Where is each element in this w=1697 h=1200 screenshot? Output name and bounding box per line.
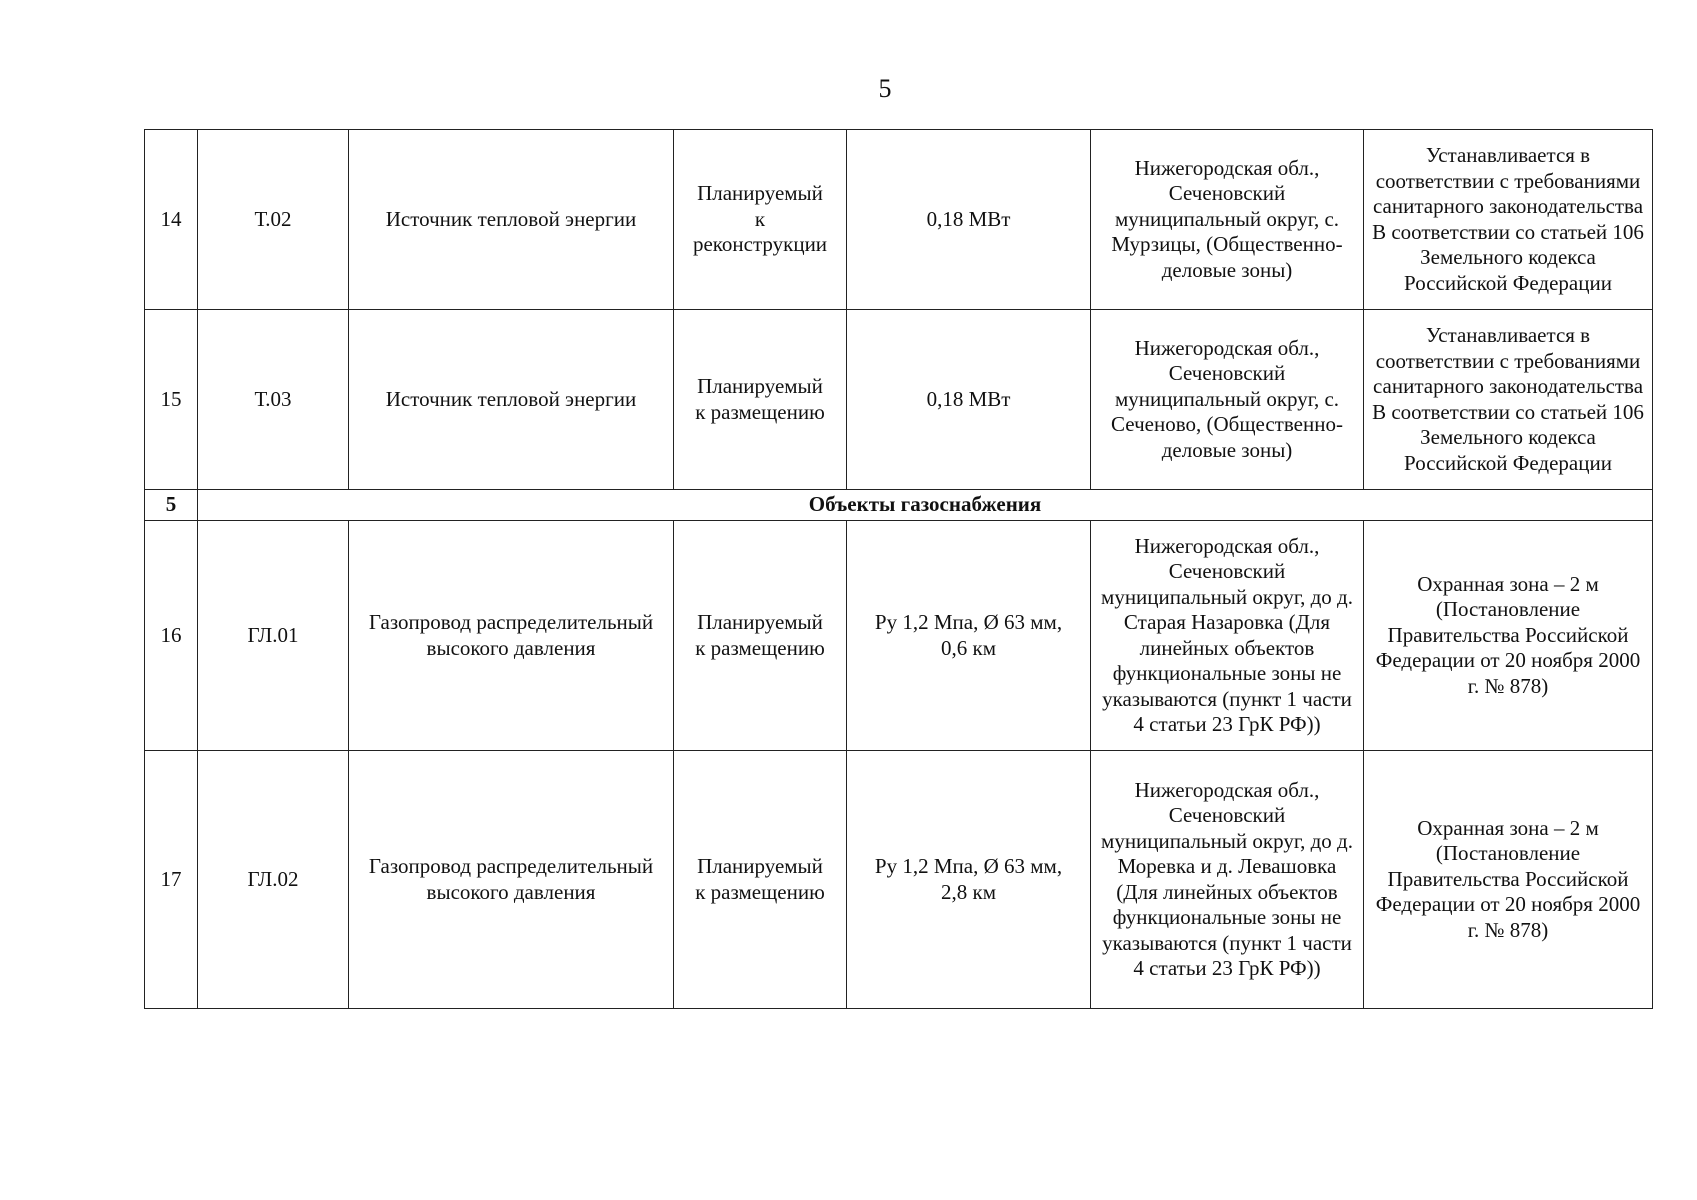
- object-status: Планируемый к размещению: [674, 310, 847, 490]
- section-title: Объекты газоснабжения: [198, 490, 1653, 521]
- table-row: [145, 521, 1653, 751]
- object-location: Нижегородская обл., Сеченовский муниципальный округ, с. Мурзицы, (Общественно-деловые зоны): [1091, 130, 1364, 310]
- table-row: [145, 130, 1653, 310]
- object-zone: Охранная зона – 2 м (Постановление Правительства Российской Федерации от 20 ноября 2000 г. № 878): [1364, 751, 1653, 1009]
- object-zone: Устанавливается в соответствии с требованиями санитарного законодательства В соответствии со статьей 106 Земельного кодекса Российской Федерации: [1364, 310, 1653, 490]
- object-zone: Охранная зона – 2 м (Постановление Правительства Российской Федерации от 20 ноября 2000 г. № 878): [1364, 521, 1653, 751]
- object-location: Нижегородская обл., Сеченовский муниципальный округ, до д. Старая Назаровка (Для линейных объектов функциональные зоны не указываются (пункт 1 части 4 статьи 23 ГрК РФ)): [1091, 521, 1364, 751]
- section-number: 5: [145, 490, 198, 521]
- object-status: Планируемый к размещению: [674, 521, 847, 751]
- table-row: [145, 310, 1653, 490]
- object-location: Нижегородская обл., Сеченовский муниципальный округ, до д. Моревка и д. Левашовка (Для линейных объектов функциональные зоны не указываются (пункт 1 части 4 статьи 23 ГрК РФ)): [1091, 751, 1364, 1009]
- row-number: 17: [145, 751, 198, 1009]
- object-name: Газопровод распределительный высокого давления: [349, 521, 674, 751]
- object-status: Планируемый к размещению: [674, 751, 847, 1009]
- page-number: 5: [878, 74, 892, 103]
- object-code: Т.02: [198, 130, 349, 310]
- objects-table: [144, 129, 1653, 1009]
- object-status: Планируемый к реконструкции: [674, 130, 847, 310]
- object-location: Нижегородская обл., Сеченовский муниципальный округ, с. Сеченово, (Общественно-деловые зоны): [1091, 310, 1364, 490]
- object-code: Т.03: [198, 310, 349, 490]
- table-row: [145, 751, 1653, 1009]
- object-name: Газопровод распределительный высокого давления: [349, 751, 674, 1009]
- row-number: 15: [145, 310, 198, 490]
- object-characteristics: 0,18 МВт: [847, 310, 1091, 490]
- row-number: 14: [145, 130, 198, 310]
- object-characteristics: Ру 1,2 Мпа, Ø 63 мм, 0,6 км: [847, 521, 1091, 751]
- object-name: Источник тепловой энергии: [349, 130, 674, 310]
- object-code: ГЛ.02: [198, 751, 349, 1009]
- object-characteristics: Ру 1,2 Мпа, Ø 63 мм, 2,8 км: [847, 751, 1091, 1009]
- object-code: ГЛ.01: [198, 521, 349, 751]
- object-zone: Устанавливается в соответствии с требованиями санитарного законодательства В соответствии со статьей 106 Земельного кодекса Российской Федерации: [1364, 130, 1653, 310]
- object-name: Источник тепловой энергии: [349, 310, 674, 490]
- section-row: [145, 490, 1653, 521]
- object-characteristics: 0,18 МВт: [847, 130, 1091, 310]
- row-number: 16: [145, 521, 198, 751]
